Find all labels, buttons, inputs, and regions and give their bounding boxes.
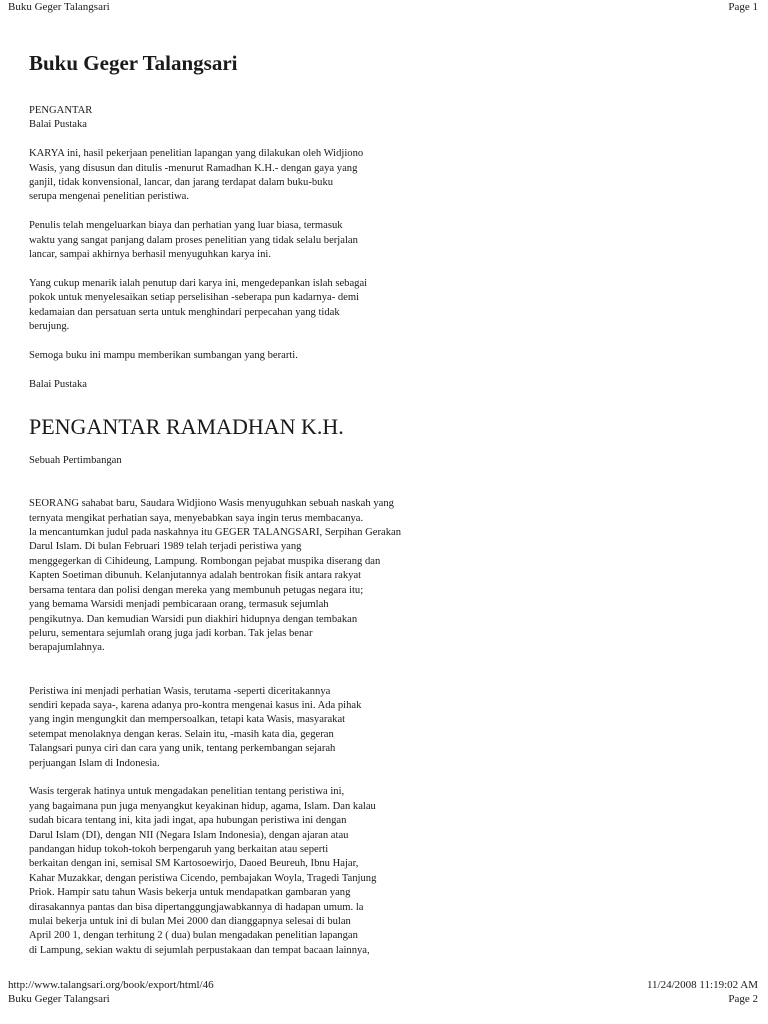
running-header-page: Page 1 bbox=[728, 1, 758, 13]
text-line: berujung. bbox=[29, 321, 70, 333]
paragraph-2 bbox=[29, 219, 449, 262]
text-line: dirasakannya pantas dan bisa dipertanggungjawabkannya di hadapan umum. la bbox=[29, 901, 364, 913]
text-line: April 200 1, dengan terhitung 2 ( dua) bulan mengadakan penelitian lapangan bbox=[29, 930, 358, 942]
text-line: berkaitan dengan ini, semisal SM Kartosoewirjo, Daoed Beureuh, Ibnu Hajar, bbox=[29, 858, 359, 870]
text-line: Penulis telah mengeluarkan biaya dan perhatian yang luar biasa, termasuk bbox=[29, 220, 343, 232]
text-line: serupa mengenai penelitian peristiwa. bbox=[29, 191, 190, 203]
paragraph-8 bbox=[29, 785, 449, 958]
text-line: Semoga buku ini mampu memberikan sumbangan yang berarti. bbox=[29, 349, 298, 361]
text-line: ternyata mengikat perhatian saya, menyebabkan saya ingin terus membacanya. bbox=[29, 512, 364, 524]
paragraph-4 bbox=[29, 349, 449, 363]
text-line: Yang cukup menarik ialah penutup dari karya ini, mengedepankan islah sebagai bbox=[29, 277, 368, 289]
text-line: yang ingin mengungkit dan mempersoalkan, tetapi kata Wasis, masyarakat bbox=[29, 714, 346, 726]
text-line: Darul Islam. Di bulan Februari 1989 telah terjadi peristiwa yang bbox=[29, 541, 302, 553]
text-line: di Lampung, sekian waktu di sejumlah perpustakaan dan tempat bacaan lainnya, bbox=[29, 944, 370, 956]
paragraph-1 bbox=[29, 147, 449, 205]
paragraph-6 bbox=[29, 497, 449, 655]
text-line: pokok untuk menyelesaikan setiap perselisihan -seberapa pun kadarnya- demi bbox=[29, 292, 360, 304]
text-line: sendiri kepada saya-, karena adanya pro-kontra mengenai kasus ini. Ada pihak bbox=[29, 699, 362, 711]
text-line: KARYA ini, hasil pekerjaan penelitian lapangan yang dilakukan oleh Widjiono bbox=[29, 148, 364, 160]
text-line: yang bagaimana pun juga menyangkut keyakinan hidup, agama, Islam. Dan kalau bbox=[29, 800, 376, 812]
intro-block bbox=[29, 104, 449, 133]
text-line: berapajumlahnya. bbox=[29, 642, 105, 654]
next-page-header-title: Buku Geger Talangsari bbox=[8, 993, 110, 1005]
text-line: pandangan hidup tokoh-tokoh berpengaruh yang berkaitan atau seperti bbox=[29, 843, 329, 855]
text-line: yang bemama Warsidi menjadi pembicaraan orang, termasuk sejumlah bbox=[29, 599, 329, 611]
paragraph-3 bbox=[29, 277, 449, 335]
text-line: lancar, sampai akhirnya berhasil menyuguhkan karya ini. bbox=[29, 249, 271, 261]
text-line: Kapten Soetiman dibunuh. Kelanjutannya adalah bentrokan fisik antara rakyat bbox=[29, 570, 362, 582]
text-line: Balai Pustaka bbox=[29, 378, 87, 390]
footer-url: http://www.talangsari.org/book/export/html/46 bbox=[8, 979, 214, 991]
text-line: PENGANTAR bbox=[29, 105, 93, 116]
text-line: kedamaian dan persatuan serta untuk menghindari perpecahan yang tidak bbox=[29, 306, 340, 318]
text-line: menggegerkan di Cihideung, Lampung. Rombongan pejabat muspika diserang dan bbox=[29, 555, 381, 567]
text-line: la mencantumkan judul pada naskahnya itu GEGER TALANGSARI, Serpihan Gerakan bbox=[29, 527, 402, 539]
text-line: Wasis, yang disusun dan ditulis -menurut Ramadhan K.H.- dengan gaya yang bbox=[29, 162, 358, 174]
text-line: Talangsari punya ciri dan cara yang unik, tentang perkembangan sejarah bbox=[29, 743, 336, 755]
text-line: setempat menolaknya dengan keras. Selain itu, -masih kata dia, gegeran bbox=[29, 728, 334, 740]
footer-timestamp: 11/24/2008 11:19:02 AM bbox=[646, 979, 758, 991]
text-line: waktu yang sangat panjang dalam proses penelitian yang tidak selalu berjalan bbox=[29, 234, 358, 246]
document-title: Buku Geger Talangsari bbox=[29, 51, 238, 75]
text-line: Peristiwa ini menjadi perhatian Wasis, terutama -seperti diceritakannya bbox=[29, 685, 331, 697]
next-page-header-page: Page 2 bbox=[728, 993, 758, 1005]
section-title: PENGANTAR RAMADHAN K.H. bbox=[29, 414, 344, 440]
text-line: Wasis tergerak hatinya untuk mengadakan penelitian tentang peristiwa ini, bbox=[29, 786, 345, 798]
text-line: perjuangan Islam di Indonesia. bbox=[29, 757, 160, 769]
text-line: SEORANG sahabat baru, Saudara Widjiono Wasis menyuguhkan sebuah naskah yang bbox=[29, 498, 394, 510]
text-line: pengikutnya. Dan kemudian Warsidi pun diakhiri hidupnya dengan tembakan bbox=[29, 613, 358, 625]
paragraph-5-signature bbox=[29, 378, 449, 392]
paragraph-7 bbox=[29, 685, 449, 771]
text-line: mulai bekerja untuk ini di bulan Mei 2000 dan dianggapnya selesai di bulan bbox=[29, 916, 351, 927]
text-line: Priok. Hampir satu tahun Wasis bekerja untuk mendapatkan gambaran yang bbox=[29, 887, 351, 899]
text-line: bersama tentara dan polisi dengan mereka yang membunuh petugas negara itu; bbox=[29, 584, 364, 596]
text-line: Darul Islam (DI), dengan NII (Negara Islam Indonesia), dengan ajaran atau bbox=[29, 829, 349, 841]
running-header-title: Buku Geger Talangsari bbox=[8, 1, 110, 13]
document-body bbox=[29, 50, 449, 958]
text-line: Kahar Muzakkar, dengan peristiwa Cicendo, pembajakan Woyla, Tragedi Tanjung bbox=[29, 872, 377, 884]
text-line: Balai Pustaka bbox=[29, 119, 87, 131]
text-line: sudah bicara tentang ini, kita jadi ingat, apa hubungan peristiwa ini dengan bbox=[29, 815, 347, 827]
section-subtitle: Sebuah Pertimbangan bbox=[29, 455, 122, 467]
text-line: peluru, sementara sejumlah orang juga jadi korban. Tak jelas benar bbox=[29, 627, 313, 639]
text-line: ganjil, tidak konvensional, lancar, dan jarang terdapat dalam buku-buku bbox=[29, 177, 334, 189]
